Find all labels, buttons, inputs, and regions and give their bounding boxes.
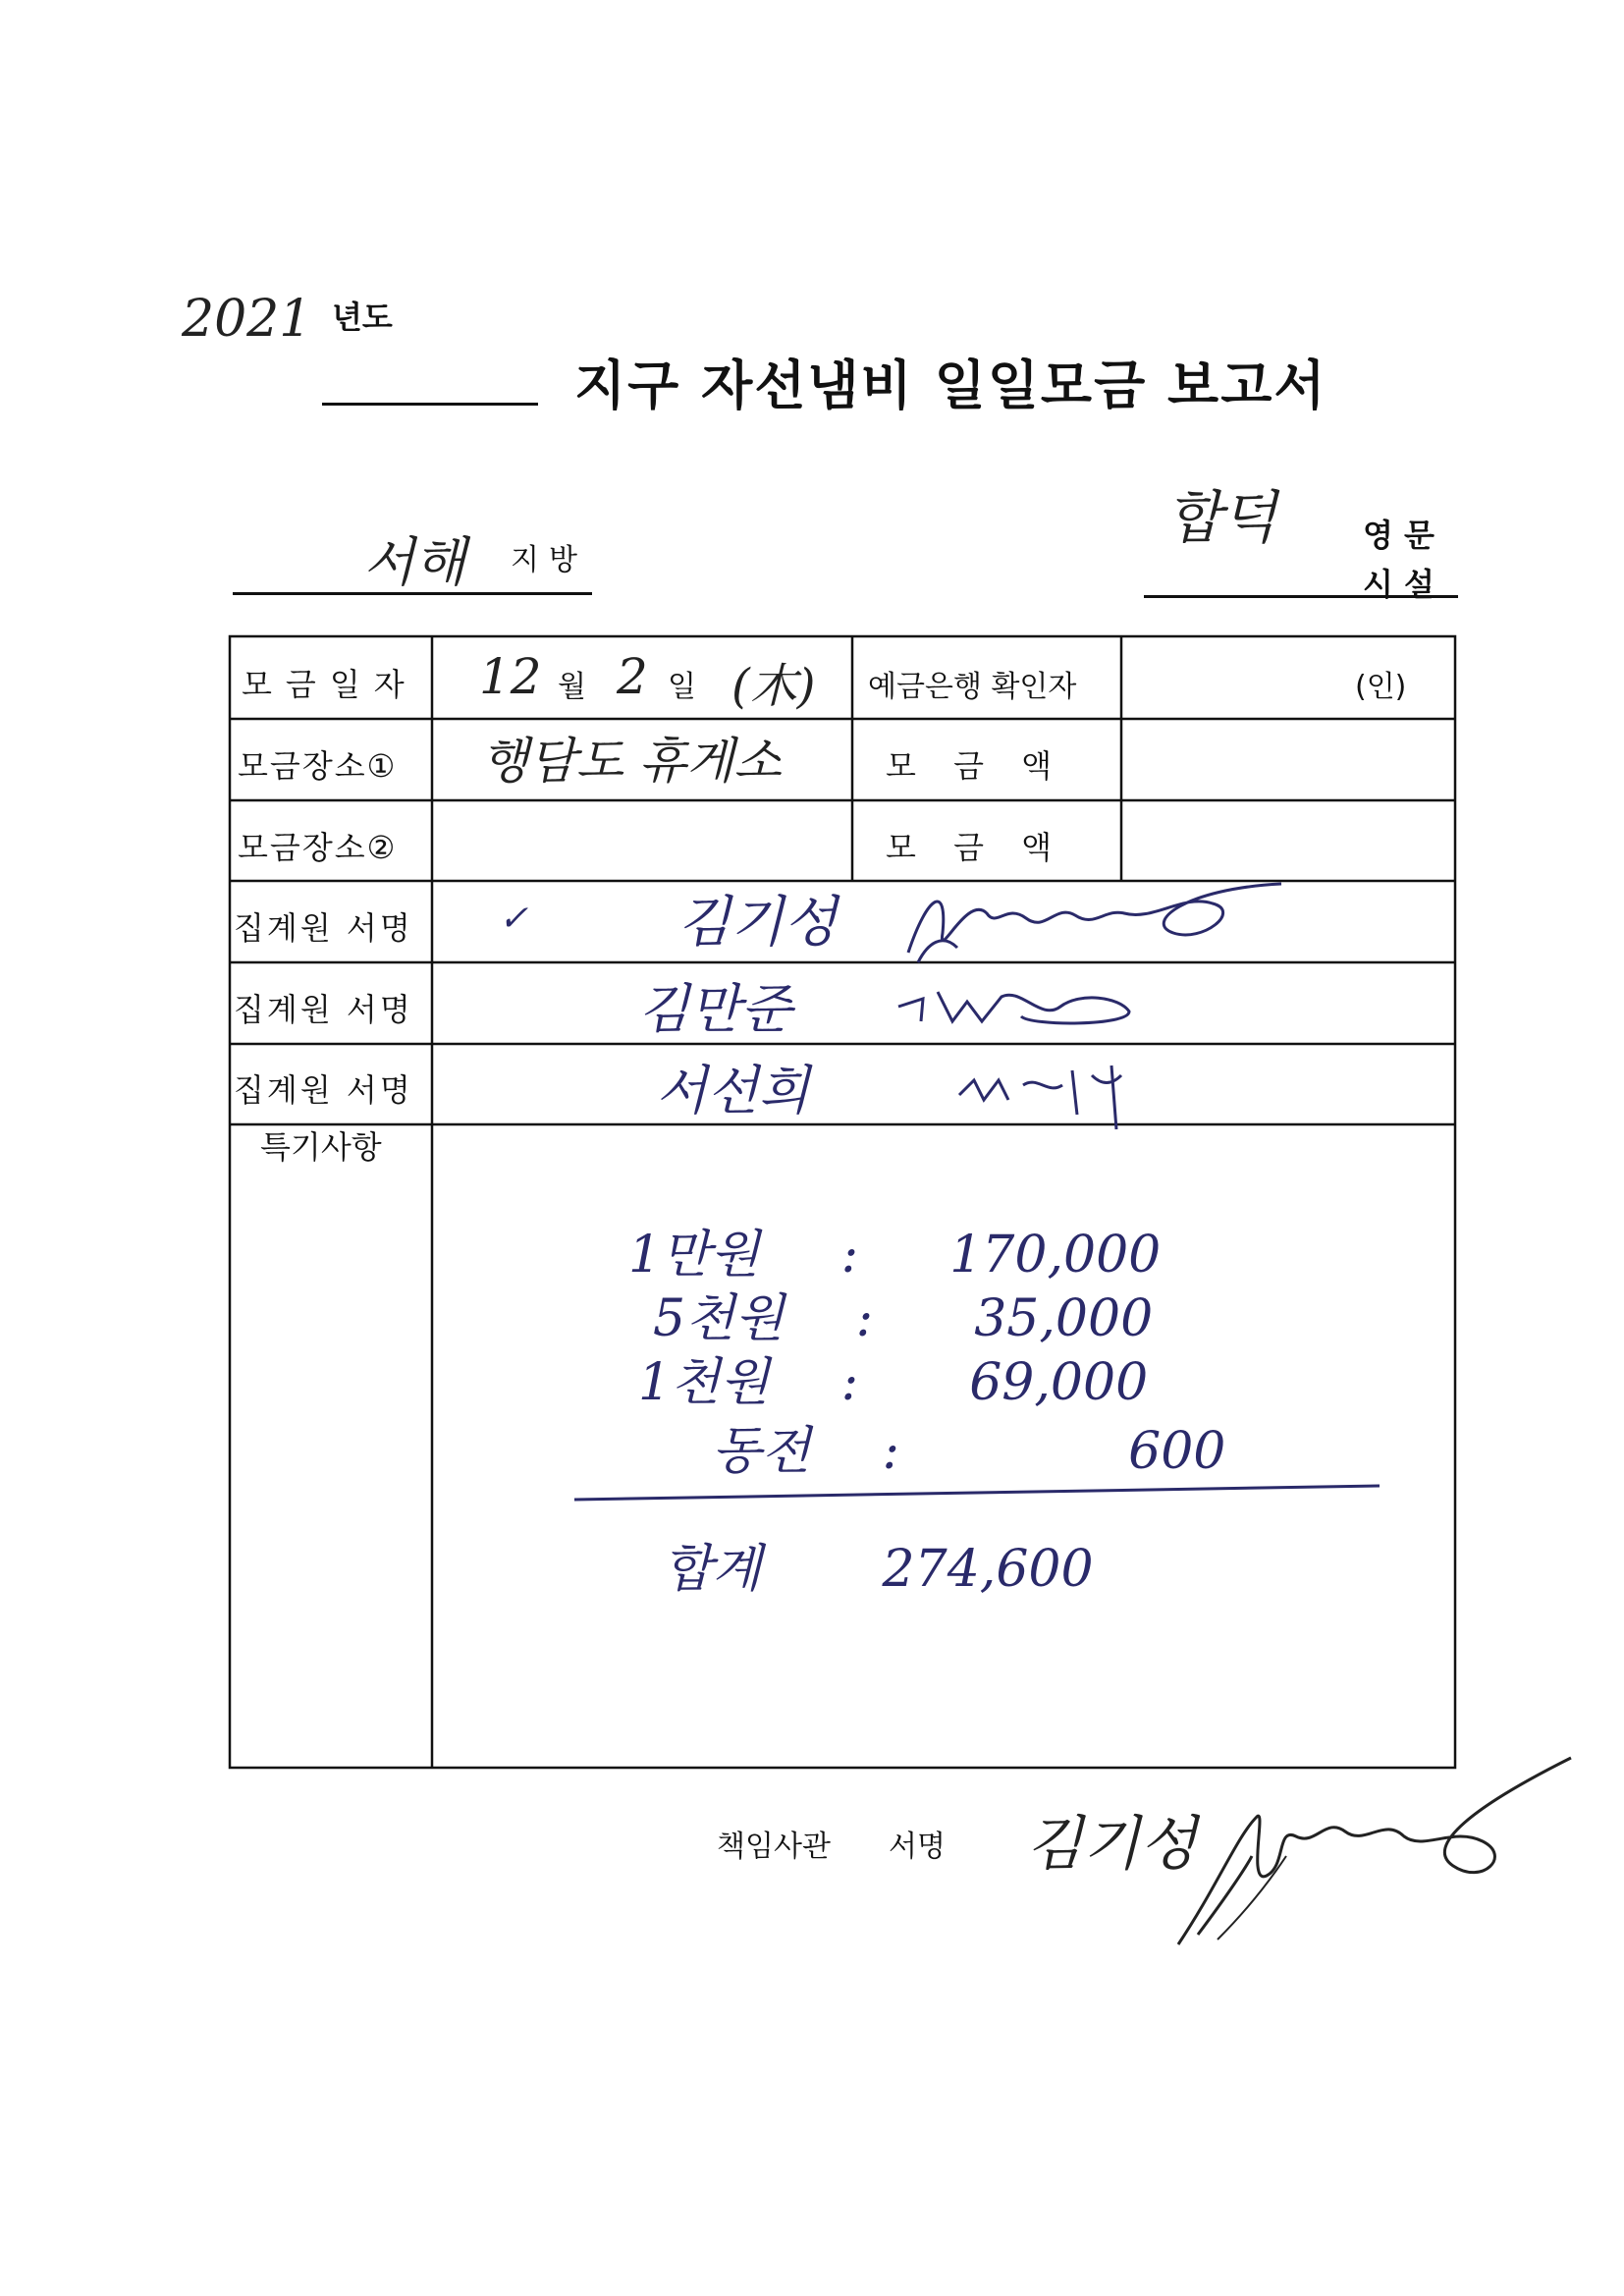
facility-label-bottom: 시 설: [1363, 566, 1435, 603]
tally-amount: 170,000: [949, 1226, 1162, 1285]
tally-denomination: 1천원: [638, 1353, 770, 1412]
tally-separator: :: [882, 1422, 900, 1481]
tally-amount: 69,000: [969, 1353, 1149, 1412]
officer-sign-label: 서명: [889, 1830, 946, 1864]
counter-signature-1: [889, 874, 1301, 972]
weekday: (木): [731, 659, 816, 714]
officer-name: 김기성: [1026, 1810, 1197, 1879]
region-name-handwritten: 서해: [363, 531, 466, 593]
tally-separator: :: [840, 1353, 859, 1412]
tally-amount: 600: [1128, 1422, 1226, 1481]
counter-signature-label-2: 집계원 서명: [234, 991, 413, 1028]
tally-row: [712, 1409, 1225, 1483]
facility-label-top: 영 문: [1363, 517, 1435, 554]
day-unit: 일: [668, 670, 696, 704]
year-suffix: 년도: [332, 299, 393, 336]
officer-label: 책임사관: [717, 1830, 831, 1864]
counter-signature-label-1: 집계원 서명: [234, 909, 413, 947]
tally-total-label: 합계: [663, 1540, 762, 1599]
counter-name-3: 서선희: [656, 1060, 810, 1121]
collection-amount-2-label: 모 금 액: [886, 829, 1066, 866]
tally-denomination: 5천원: [653, 1289, 785, 1348]
tally-denomination: 1만원: [628, 1226, 760, 1285]
facility-name-handwritten: 합덕: [1166, 484, 1277, 551]
tally-separator: :: [840, 1226, 859, 1285]
tally-total-amount: 274,600: [882, 1540, 1094, 1599]
collection-date-label: 모금일자: [242, 666, 418, 703]
officer-signature: [1159, 1738, 1581, 1954]
month-unit: 월: [558, 670, 586, 704]
counter-signature-3: [954, 1056, 1131, 1134]
tally-total-row: [663, 1527, 1094, 1601]
bank-confirmer-label: 예금은행 확인자: [868, 670, 1077, 704]
check-mark-icon: ✓: [499, 899, 529, 939]
counter-signature-label-3: 집계원 서명: [234, 1071, 413, 1109]
page-title: 지구 자선냄비 일일모금 보고서: [574, 355, 1327, 416]
date-month: 12: [479, 648, 542, 705]
seal-label: (인): [1355, 670, 1407, 704]
tally-row: [628, 1213, 1161, 1286]
year-handwritten: 2021: [182, 290, 312, 349]
tally-row: [653, 1277, 1153, 1350]
date-day: 2: [617, 648, 648, 705]
counter-signature-2: [893, 977, 1139, 1036]
tally-row: [638, 1340, 1148, 1414]
collection-amount-1-label: 모 금 액: [886, 747, 1066, 785]
tally-denomination: 동전: [712, 1422, 811, 1481]
counter-name-1: 김기성: [677, 891, 838, 955]
collection-place-1: 행담도 휴게소: [481, 733, 782, 790]
collection-place-1-label: 모금장소①: [238, 747, 398, 785]
counter-name-2: 김만준: [638, 978, 792, 1040]
tally-total-rule: [569, 1478, 1384, 1507]
collection-place-2-label: 모금장소②: [238, 829, 398, 866]
tally-separator: :: [855, 1289, 874, 1348]
region-label: 지방: [511, 543, 587, 577]
special-notes-label: 특기사항: [260, 1128, 382, 1166]
tally-amount: 35,000: [974, 1289, 1154, 1348]
